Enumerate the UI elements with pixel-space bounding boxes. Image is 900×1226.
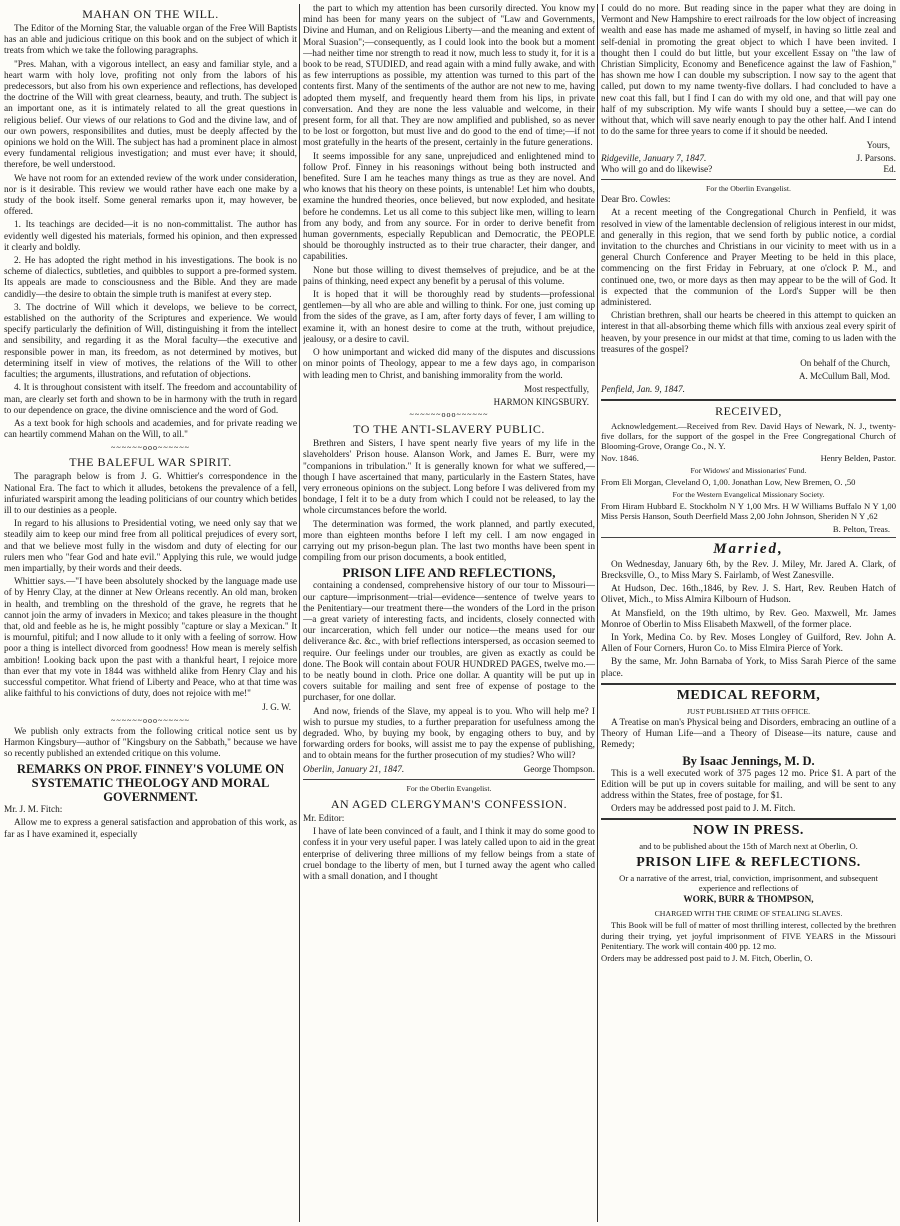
aged-salutation: Mr. Editor: — [303, 814, 345, 824]
press-charged-line: CHARGED WITH THE CRIME OF STEALING SLAVES. — [654, 909, 843, 919]
widows-fund-heading: For Widows' and Missionaries' Fund. — [690, 465, 807, 475]
western-society-heading: For the Western Evangelical Missionary Society. — [672, 489, 825, 499]
married-notice: On Wednesday, January 6th, by the Rev. J. Miley, Mr. Jared A. Clark, of Brecksville, O., to Miss Mary S. Fairlamb, of West Zanesville. — [601, 559, 896, 581]
divider — [601, 683, 896, 685]
press-narrative-note: Or a narrative of the arrest, trial, conviction, imprisonment, and subsequent experience and reflections of — [619, 872, 878, 893]
anti-slavery-paragraph: The determination was formed, the work planned, and partly executed, more than eighteen months before I left my cell. I am now engaged in carrying out my prison-begun plan. The last two months have been spent in compiling from our prison documents, a book entitled, — [303, 519, 595, 564]
column-rule — [299, 4, 300, 1222]
press-orders: Orders may be addressed post paid to J. M. Fitch, Oberlin, O. — [601, 953, 813, 964]
medical-reform-description: A Treatise on man's Physical being and Disorders, embracing an outline of a Theory of Human Life—and a Theory of Disease—its nature, cause and Remedy; — [601, 717, 896, 751]
press-publication-note: and to be published about the 15th of March next at Oberlin, O. — [639, 841, 858, 852]
baleful-paragraph: The paragraph below is from J. G. Whittier's correspondence in the National Era. The fact to which it alludes, betokens the prevalence of a fell, infuriated warspirit among the leading politicians of our country which betides ill to our destinies as a people. — [4, 472, 297, 516]
baleful-article-body — [4, 472, 297, 700]
press-authors: WORK, BURR & THOMPSON, — [683, 895, 814, 905]
column-3 — [601, 4, 896, 1222]
mahan-paragraph: 2. He has adopted the right method in his investigations. The book is no scheme of dialectics, subtleties, and quibbles to support a pre-formed system. Its appeals are made to consciousness and the Bible. And they are made candidly—the desire to obtain the simple truth is manifest at every step. — [4, 256, 297, 300]
mahan-paragraph: We have not room for an extended review of the work under consideration, nor is it desirable. This review we would rather have each one make by a study of the book itself. Some general remarks upon it, may however, be offered. — [4, 173, 297, 218]
mahan-paragraph: 3. The doctrine of Will which it develops, we believe to be correct, established on the authority of the Scriptures and experience. We would specify particularly the definition of Will, distinguishing it from the intellect and sensibility, and regarding it as the Moral faculty—the executive and responsible power in man, its freedom, as not determined by motives, but determining itself in view of motives, the relations of the Will to other faculties; the arguments, illustrations, and refutation of objections. — [4, 302, 297, 381]
western-society-line: From Hiram Hubbard E. Stockholm N Y 1,00 Mrs. H W Williams Buffalo N Y 1,00 Miss Persis Hanson, South Deerfield Mass 2,00 John Johnson, Sheriden N Y ,62 — [601, 501, 896, 522]
extract-note: We publish only extracts from the following critical notice sent us by Harmon Kingsbury—author of "Kingsbury on the Sabbath," because we have so recently published an extended critique on this volume. — [4, 726, 297, 759]
remarks-salutation: Mr. J. M. Fitch: — [4, 805, 63, 816]
cowles-signature: A. McCullum Ball, Mod. — [798, 371, 890, 382]
divider — [303, 779, 595, 780]
column-rule — [597, 4, 598, 1222]
cowles-closing: On behalf of the Church, — [800, 358, 890, 369]
anti-slavery-body — [303, 439, 595, 564]
mahan-heading: MAHAN ON THE WILL. — [82, 7, 219, 21]
separator-ornament: ~~~~~~ooo~~~~~~ — [111, 715, 190, 725]
medical-reform-heading: MEDICAL REFORM, — [676, 687, 821, 703]
anti-slavery-paragraph: containing a condensed, comprehensive history of our tour to Missouri—our capture—imprisonment—trial—evidence—sentence of twelve years to the Penitentiary—our treatment there—the wonders of the Lord in the prison—a great variety of interesting facts, and incidents, closely connected with our incarceration, which fell under our notice—the means used for our deliverance &c. &c., with brief reflections interspersed, as occasion seemed to require. Our feelings under our troubles, are given as exactly as could be done. The Book will contain about FOUR HUNDRED PAGES, twelve mo.—to be neatly bound in cloth. Price one dollar. A quantity will be put up in covers suitable for mailing and sent free of expense of postage to the purchaser, for one dollar. — [303, 581, 595, 704]
cowles-letter-body — [601, 208, 896, 356]
press-description: This Book will be full of matter of most thrilling interest, collected by the brethren during their trying, yet joyful imprisonment of FIVE YEARS in the Missouri Penitentiary. The work will contain 400 pp. 12 mo. — [601, 920, 896, 951]
remarks-heading: REMARKS ON PROF. FINNEY'S VOLUME ON SYSTEMATIC THEOLOGY AND MORAL GOVERNMENT. — [16, 762, 285, 805]
divider — [601, 399, 896, 401]
for-evangelist-note: For the Oberlin Evangelist. — [706, 184, 791, 194]
signature-text: George Thompson. — [523, 764, 595, 775]
married-notices — [601, 560, 896, 680]
received-acknowledgement: Acknowledgement.—Received from Rev. David Hays of Newark, N. J., twenty-five dollars, for the support of the gospel in the Free Congregational Church of Blooming-Grove, Orange Co., N. Y. — [601, 420, 896, 452]
divider — [601, 537, 896, 538]
cowles-paragraph: At a recent meeting of the Congregational Church in Penfield, it was resolved in view of the lamentable declension of religious interest in our midst, and generally in this region, that we send forth by public notice, a cordial invitation to the churches and Christians in our vicinity to meet with us in a general Church Conference and Prayer Meeting to be held in this place, commencing on the first Friday in February, at one o'clock P. M., and continued one, two, or more days as then may appear to be the will of God. It is expected that the communion of the Lord's Supper will be then administered. — [601, 208, 896, 309]
cowles-salutation: Dear Bro. Cowles: — [601, 195, 671, 206]
married-notice: At Mansfield, on the 19th ultimo, by Rev. Geo. Maxwell, Mr. James Monroe of Oberlin to Miss Elisabeth Maxwell, of the former place. — [601, 608, 896, 630]
signature-text: J. Parsons. — [856, 153, 896, 164]
anti-slavery-dateline — [303, 765, 595, 776]
press-book-title: PRISON LIFE & REFLECTIONS. — [636, 854, 861, 870]
dateline-text: Oberlin, January 21, 1847. — [303, 764, 405, 775]
baleful-signature: J. G. W. — [262, 702, 291, 713]
aged-clergyman-heading: AN AGED CLERGYMAN'S CONFESSION. — [330, 797, 568, 811]
received-dateline — [601, 453, 896, 463]
western-society-treasurer: B. Pelton, Treas. — [832, 523, 890, 534]
married-notice: In York, Medina Co. by Rev. Moses Longley of Guilford, Rev. John A. Allen of Four Corners, Huron Co. to Miss Elmira Pierce of York. — [601, 632, 896, 655]
column-2 — [303, 4, 595, 1222]
remarks-paragraph: It is hoped that it will be thoroughly read by students—professional gentlemen—by all who are able and willing to think. For one, just coming up from the sides of the grave, as I am, after forty days of fever, I am willing to examine it, with an honest desire to come at the truth, without prejudice, jealousy, or a desire to cavil. — [303, 290, 595, 345]
mahan-paragraph: As a text book for high schools and academies, and for private reading we can heartily commend Mahan on the Will, to all." — [4, 418, 297, 441]
editor-question: Who will go and do likewise? — [601, 164, 713, 175]
anti-slavery-paragraph: And now, friends of the Slave, my appeal is to you. Who will help me? I wish to pursue my studies, to a further preparation for usefulness among the degraded. Who, by buying my book, by engaging others to buy, and by forwarding orders for books, will assist me to pay the expense of publishing, and to obtain means for the further prosecution of my studies? Who will? — [303, 706, 595, 762]
now-in-press-heading: NOW IN PRESS. — [693, 823, 804, 839]
mahan-paragraph: 4. It is throughout consistent with itself. The freedom and accountability of man, are clearly set forth and shown to be in harmony with the truth in regard to our dependence on grace, the divine omniscience and the word of God. — [4, 383, 297, 416]
medical-reform-subheading: JUST PUBLISHED AT THIS OFFICE. — [686, 706, 811, 716]
married-notice: By the same, Mr. John Barnaba of York, to Miss Sarah Pierce of the same place. — [601, 657, 896, 679]
aged-body: I have of late been convinced of a fault, and I think it may do some good to confess it in your very useful paper. I was lately called upon to aid in the great enterprise of delivering three millions of my fellow beings from a state of cruel bondage to the liberty of men, but I turned away the agent who called with a small donation, and I thought — [303, 827, 595, 883]
medical-reform-author: By Isaac Jennings, M. D. — [682, 753, 815, 768]
remarks-body: Allow me to express a general satisfaction and approbation of this work, as far as I have examined it, especially — [4, 818, 297, 840]
remarks-paragraph: the part to which my attention has been cursorily directed. You know my mind has been for many years on the subject of "Law and Governments, Divine and Human, and on Religious Liberty—and the meaning and extent of Moral Suasion";—consequently, as I could look into the book but a moment—had neither time nor strength to read it now, much less to study it, for it is a book to be read, STUDIED, and read again with a mind fully awake, and with as few interruptions as possible, my attention was turned to this part of the contents first. Many of the sentiments of the author are not new to me, having adopted them myself, and frequently heard them from his lips, in private conversation. And they are none the less valuable and welcome, in their present form, for all that. They are now amplified and published, so as never to be lost or forgotton, but must live and do good to the end of time;—if not most gratefully in the hearts of the present, certainly in the future generations. — [303, 4, 595, 149]
remarks-paragraph: It seems impossible for any sane, unprejudiced and enlightened mind to follow Prof. Finney in his reasonings without being both instructed and benefited. Sure I am he teaches many things as true as they are novel. And who knows that his theory on these points, is untenable! Let him who doubts, examine the hundred theories, once believed, but now exploded, and hesitate before he condemns. Let us all come to this subject like men, willing to learn from any body, and from any source. For in order to derive benefit from human governments, especially Republican and Democratic, the PEOPLE should be thoroughly instructed as to their true character, their danger, and capabilities. — [303, 151, 595, 263]
mahan-article-body — [4, 24, 297, 441]
separator-ornament: ~~~~~~ooo~~~~~~ — [111, 443, 190, 453]
baleful-paragraph: Whittier says.—"I have been absolutely shocked by the language made use of by Henry Clay, at the dinner at New Orleans recently. An old man, broken in health, and trembling on the threshold of the grave, he regrets that he cannot join the army of invaders in Mexico; and takes pleasure in the thought that, old and feeble as he is, he might possibly "capture or slay a Mexican." It is mournful, pitiful; and I now allude to it only with a feeling of sorrow. How poor a thing is intellect divorced from goodness! How mean is merely selfish ambition! Looking back upon the past with a thankful heart, I rejoice more than ever that my vote in 1844 was withheld alike from Henry Clay and his successful competitor. What friend of Liberty and Peace, who at that time was alike faithful to his convictions of duty, does not rejoice with me!" — [4, 577, 297, 700]
remarks-closing: Most respectfully, — [524, 383, 589, 394]
received-pastor: Henry Belden, Pastor. — [820, 453, 896, 464]
anti-slavery-body-continued — [303, 581, 595, 762]
widows-fund-line: From Eli Morgan, Cleveland O, 1,00. Jonathan Low, New Bremen, O. ,50 — [601, 476, 856, 487]
medical-reform-orders: Orders may be addressed post paid to J. M. Fitch. — [611, 804, 796, 815]
medical-reform-details: This is a well executed work of 375 pages 12 mo. Price $1. A part of the Edition will be put up in covers suitable for mailing, and will be sent to any address within the States, free of postage, for $1. — [601, 768, 896, 801]
editor-mark: Ed. — [883, 164, 896, 175]
cowles-dateline: Penfield, Jan. 9, 1847. — [601, 384, 685, 395]
aged-dateline — [601, 154, 896, 165]
remarks-continued-body — [303, 4, 595, 382]
mahan-paragraph: The Editor of the Morning Star, the valuable organ of the Free Will Baptists has an able and judicious critique on this book and on the subject of which it treats from which we take the following paragraphs. — [4, 24, 297, 57]
separator-ornament: ~~~~~~ooo~~~~~~ — [409, 410, 489, 420]
aged-closing: Yours, — [866, 140, 890, 151]
dateline-text: Ridgeville, January 7, 1847. — [601, 153, 707, 164]
mahan-paragraph: 1. Its teachings are decided—it is no non-committalist. The author has evidently well digested his materials, formed his opinion, and then expressed it clearly and boldly. — [4, 220, 297, 253]
newspaper-page — [4, 4, 896, 1222]
baleful-heading: THE BALEFUL WAR SPIRIT. — [69, 455, 232, 470]
mahan-paragraph: "Pres. Mahan, with a vigorous intellect, an easy and familiar style, and a heart warm with holy love, profiting not only from the labors of his predecessors, but also from his own experience and reflections, has developed the doctrine of the Will with great clearness, beauty, and truth. The subject is an important one, as it is intimately related to all the great questions in religious belief. Our views of our relations to God and the divine law, and of our own powers, responsibilites and duties, must be deeply affected by the opinions we hold on the Will. The subject has had a prominent place in almost every fundamental religious investigation; and must ever have; it should, therefore, be well understood. — [4, 59, 297, 171]
book-title: PRISON LIFE AND REFLECTIONS, — [342, 565, 556, 581]
remarks-paragraph: O how unimportant and wicked did many of the disputes and discussions on minor points of Theology, appear to me a few days ago, in comparison with leading men to Christ, and banishing immorality from the world. — [303, 348, 595, 381]
received-heading: RECEIVED, — [715, 403, 782, 418]
divider — [601, 179, 896, 180]
married-notice: At Hudson, Dec. 16th.,1846, by Rev. J. S. Hart, Rev. Reuben Hatch of Olivet, Mich., to Miss Almira Kilbourn of Hudson. — [601, 584, 896, 606]
divider — [601, 818, 896, 820]
editor-note — [601, 165, 896, 176]
remarks-paragraph: None but those willing to divest themselves of prejudice, and be at the pains of thinking, need expect any benefit by a perusal of this volume. — [303, 265, 595, 287]
received-date: Nov. 1846. — [601, 453, 639, 464]
aged-continued: I could do no more. But reading since in the paper what they are doing in Vermont and New Hampshire to erect railroads for the low object of increasing wealth and ease has made me ashamed of myself, in having so little zeal and self-denial in promoting the great object to which I have been invited. I thought then I could do but little, but your excellent Essay on "the law of Christian Simplicity, Economy and Beneficence against the law of Fashion," has shown me how I can double my subscription. I now say to the agent that called, put down to my name twenty-five dollars. I had concluded to have a new coat this fall, but I find I can do with my old one, and that will pay one half of my subscription. My wife wants I should buy a settee,—we can do without that, which will save nearly enough to pay the other half. And I intend to do the same for three years to come if it should be needed. — [601, 4, 896, 138]
column-1 — [4, 4, 297, 1222]
baleful-paragraph: In regard to his allusions to Presidential voting, we need only say that we steadily aim to keep our mind free from all political prejudices of every sort, and that we believe most fully in the wisdom and duty of electing for our rulers men who "fear God and hate evil." Applying this rule, we would judge men impartially, by their words and their deeds. — [4, 519, 297, 574]
remarks-signature: HARMON KINGSBURY. — [493, 396, 589, 407]
anti-slavery-paragraph: Brethren and Sisters, I have spent nearly five years of my life in the slaveholders' Prison house. Alanson Work, and James E. Burr, were my "companions in tribulation." It is generally known for what we suffered,—though I have ascertained that many, particularly in the Eastern States, have very erroneous opinions on the subject. Long before I was delivered from my bondage, I felt it to be a duty from which I could not be released, to lay the whole circumstances before the world. — [303, 439, 595, 517]
anti-slavery-heading: TO THE ANTI-SLAVERY PUBLIC. — [353, 422, 545, 437]
married-heading: Married, — [713, 540, 784, 557]
cowles-paragraph: Christian brethren, shall our hearts be cheered in this attempt to quicken an interest in that all-absorbing theme which fills with anxious zeal every spirit of heaven, by your presence in our midst at that time, coming to us laden with the treasures of the gospel? — [601, 311, 896, 355]
for-evangelist-note: For the Oberlin Evangelist. — [406, 783, 492, 793]
